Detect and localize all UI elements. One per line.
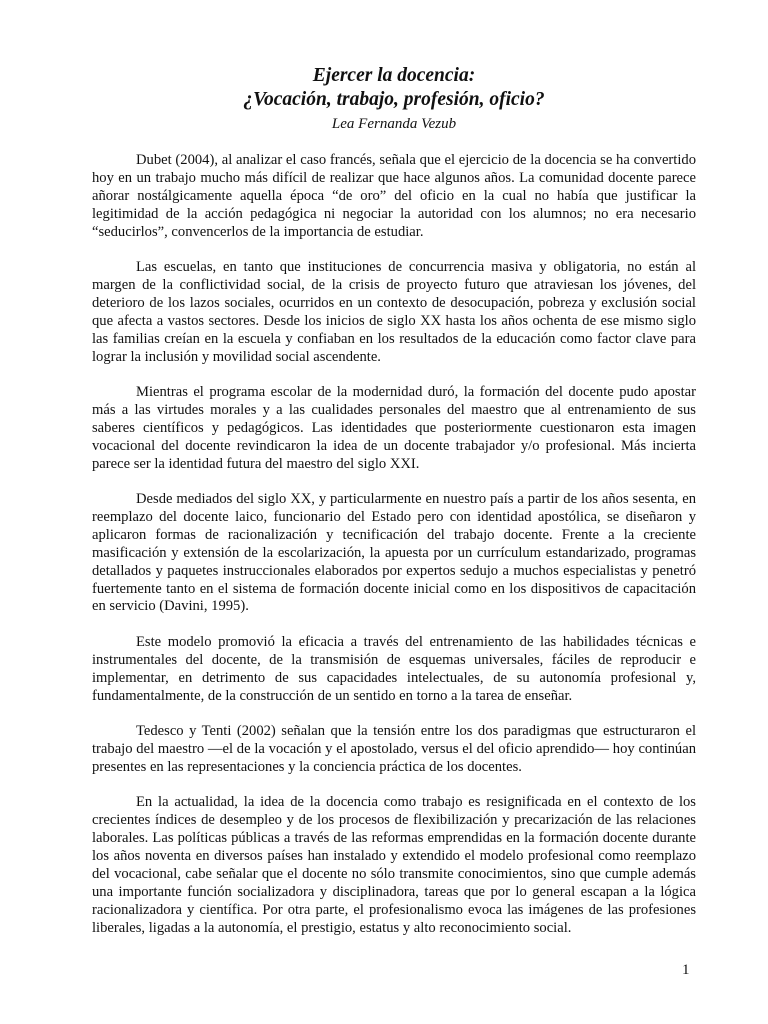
document-page xyxy=(92,64,696,955)
paragraph: Mientras el programa escolar de la modernidad duró, la formación del docente pudo apostar más a las virtudes morales y a las cualidades personales del maestro que al entrenamiento de sus saberes científicos y pedagógicos. Las identidades que posteriormente cuestionaron esta imagen vocacional del docente revindicaron la idea de un docente trabajador y/o profesional. Más incierta parece ser la identidad futura del maestro del siglo XXI. xyxy=(92,383,696,472)
paragraph: Tedesco y Tenti (2002) señalan que la tensión entre los dos paradigmas que estructuraron el trabajo del maestro —el de la vocación y el apostolado, versus el del oficio aprendido— hoy continúan presentes en las representaciones y la conciencia práctica de los docentes. xyxy=(92,722,696,775)
page-number: 1 xyxy=(682,962,690,978)
paragraph: En la actualidad, la idea de la docencia como trabajo es resignificada en el contexto de los crecientes índices de desempleo y de los procesos de flexibilización y precarización de las relaciones laborales. Las políticas públicas a través de las reformas emprendidas en la formación docente durante los años noventa en diversos países han instalado y extendido el modelo profesional como reemplazo del vocacional, cabe señalar que el docente no sólo transmite conocimientos, sino que cumple además una importante función socializadora y disciplinadora, tareas que por lo general escapan a la lógica racionalizadora y científica. Por otra parte, el profesionalismo evoca las imágenes de las profesiones liberales, ligadas a la autonomía, el prestigio, estatus y alto reconocimiento social. xyxy=(92,794,696,936)
document-title-line-1: Ejercer la docencia: xyxy=(312,65,476,86)
paragraph: Desde mediados del siglo XX, y particularmente en nuestro país a partir de los años sesenta, en reemplazo del docente laico, funcionario del Estado pero con identidad apostólica, se diseñaron y aplicaron formas de racionalización y tecnificación del trabajo docente. Frente a la creciente masificación y extensión de la escolarización, la apuesta por un currículum estandarizado, programas detallados y paquetes instruccionales elaborados por expertos sedujo a muchos especialistas y penetró fuertemente tanto en el sistema de formación docente inicial como en los dispositivos de capacitación en servicio (Davini, 1995). xyxy=(92,491,696,615)
paragraph: Dubet (2004), al analizar el caso francés, señala que el ejercicio de la docencia se ha convertido hoy en un trabajo mucho más difícil de realizar que hace algunos años. La comunidad docente parece añorar nostálgicamente aquella época “de oro” del oficio en la cual no había que justificar la legitimidad de la acción pedagógica ni negociar la autoridad con los alumnos; no era necesario “seducirlos”, convencerlos de la importancia de estudiar. xyxy=(92,152,696,240)
paragraph: Este modelo promovió la eficacia a través del entrenamiento de las habilidades técnicas e instrumentales del docente, de la transmisión de esquemas universales, fáciles de reproducir e implementar, en detrimento de sus capacidades intelectuales, de su autonomía profesional y, fundamentalmente, de la construcción de un sentido en torno a la tarea de enseñar. xyxy=(92,633,696,704)
document-title-line-2: ¿Vocación, trabajo, profesión, oficio? xyxy=(243,89,545,110)
document-body xyxy=(92,152,696,937)
document-author: Lea Fernanda Vezub xyxy=(331,116,457,132)
paragraph: Las escuelas, en tanto que instituciones de concurrencia masiva y obligatoria, no están al margen de la conflictividad social, de la crisis de proyecto futuro que atraviesan los jóvenes, del deterioro de los lazos sociales, ocurridos en un contexto de desocupación, pobreza y exclusión social que afecta a vastos sectores. Desde los inicios de siglo XX hasta los años ochenta de ese mismo siglo las familias creían en la escuela y confiaban en los resultados de la educación como factor clave para lograr la inclusión y movilidad social ascendente. xyxy=(92,259,696,365)
